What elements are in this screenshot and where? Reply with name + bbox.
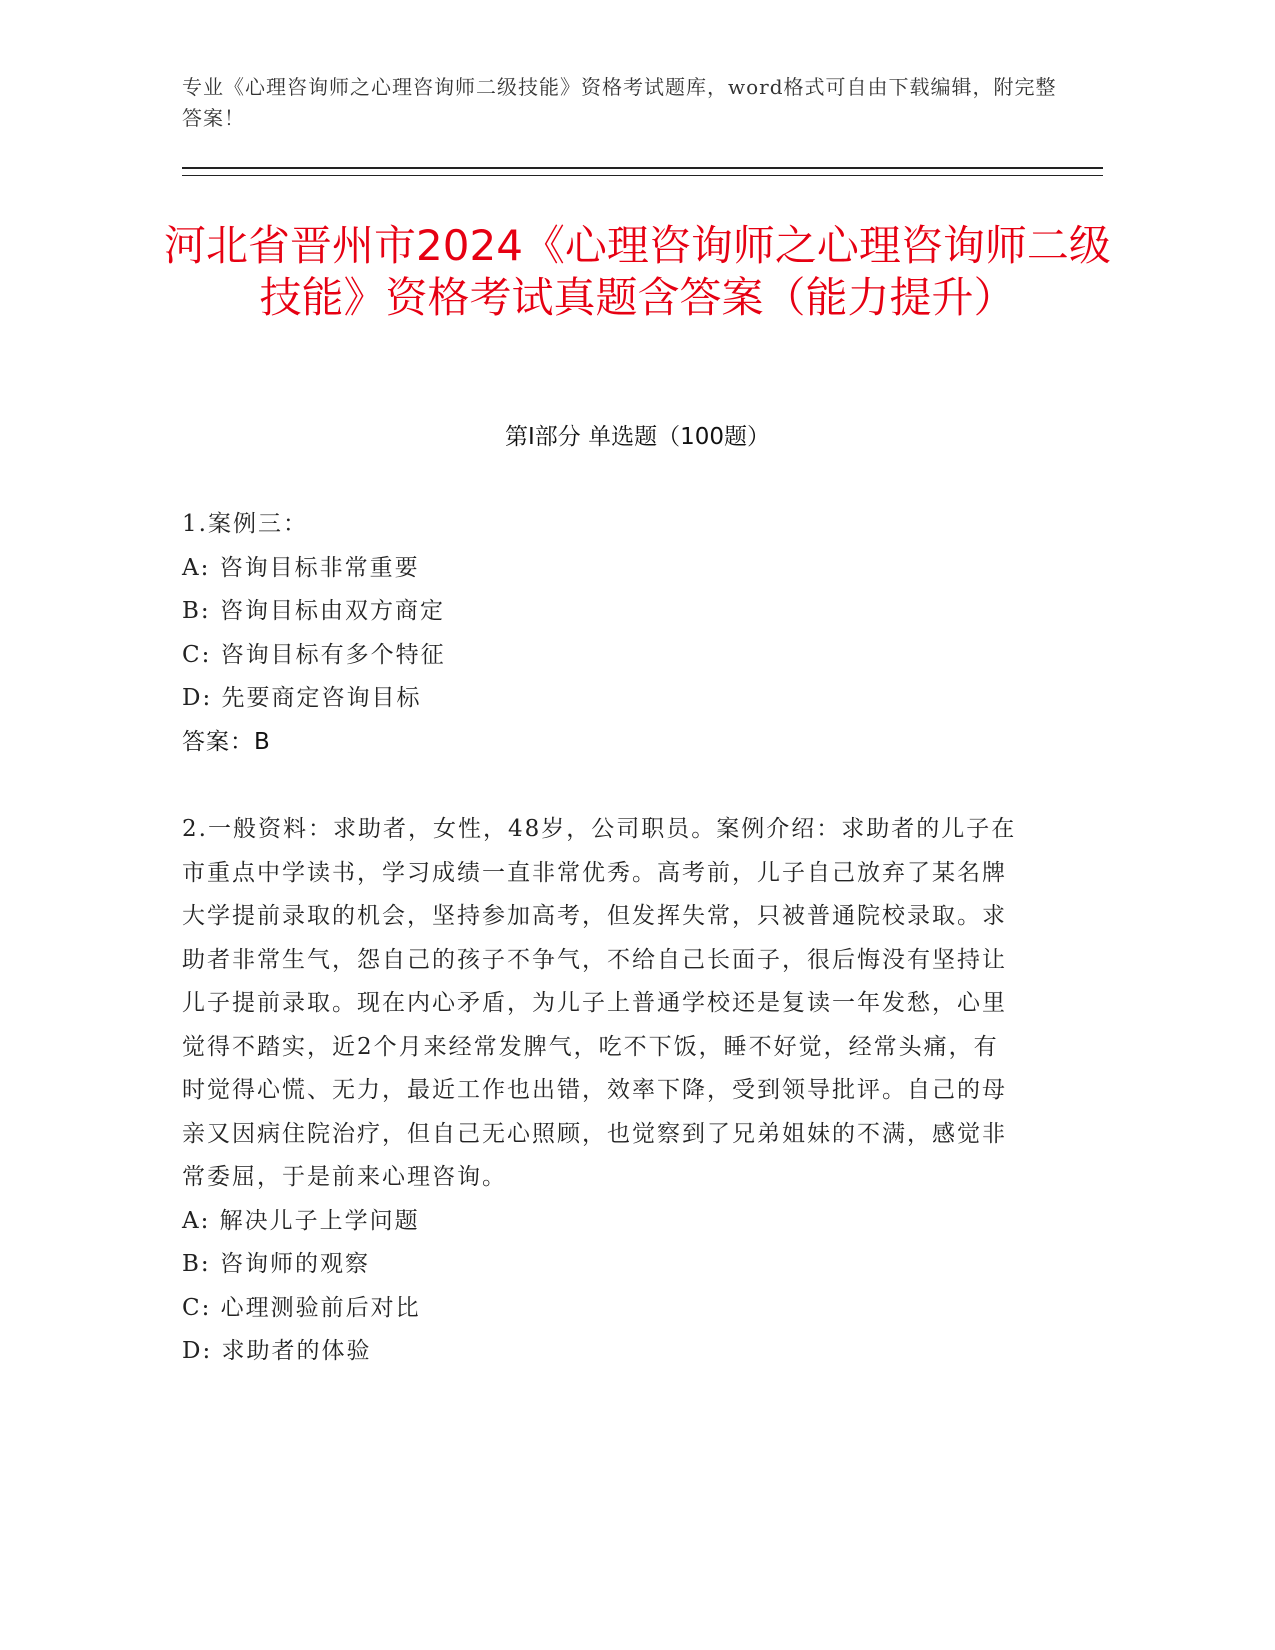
- question-2-option-c: C: 心理测验前后对比: [182, 1294, 421, 1321]
- question-2: [182, 808, 1022, 1374]
- question-1-stem: 1.案例三：: [182, 511, 308, 537]
- question-1-option-b: B: 咨询目标由双方商定: [182, 598, 445, 624]
- header-rule-thick: [182, 167, 1103, 169]
- question-1-option-a: A: 咨询目标非常重要: [182, 554, 420, 581]
- question-1: [182, 503, 1022, 764]
- question-2-option-d: D: 求助者的体验: [182, 1338, 372, 1364]
- question-2-option-b: B: 咨询师的观察: [182, 1251, 370, 1277]
- document-title: 河北省晋州市2024《心理咨询师之心理咨询师二级技能》资格考试真题含答案（能力提升）: [164, 221, 1111, 322]
- question-2-stem: 2.一般资料：求助者，女性，48岁，公司职员。案例介绍：求助者的儿子在市重点中学读书，学习成绩一直非常优秀。高考前，儿子自己放弃了某名牌大学提前录取的机会，坚持参加高考，但发挥失常，只被普通院校录取。求助者非常生气，怨自己的孩子不争气，不给自己长面子，很后悔没有坚持让儿子提前录取。现在内心矛盾，为儿子上普通学校还是复读一年发愁，心里觉得不踏实，近2个月来经常发脾气，吃不下饭，睡不好觉，经常头痛，有时觉得心慌、无力，最近工作也出错，效率下降，受到领导批评。自己的母亲又因病住院治疗，但自己无心照顾，也觉察到了兄弟姐妹的不满，感觉非常委屈，于是前来心理咨询。: [182, 816, 1017, 1190]
- header-rule-thin: [182, 175, 1103, 176]
- question-1-option-d: D: 先要商定咨询目标: [182, 685, 422, 711]
- header-note: 专业《心理咨询师之心理咨询师二级技能》资格考试题库，word格式可自由下载编辑，附完整答案！: [182, 75, 1057, 130]
- question-2-option-a: A: 解决儿子上学问题: [182, 1207, 420, 1234]
- section-title: 第Ⅰ部分 单选题（100题）: [505, 424, 770, 450]
- question-1-option-c: C: 咨询目标有多个特征: [182, 641, 446, 668]
- question-1-answer: 答案：B: [182, 728, 271, 755]
